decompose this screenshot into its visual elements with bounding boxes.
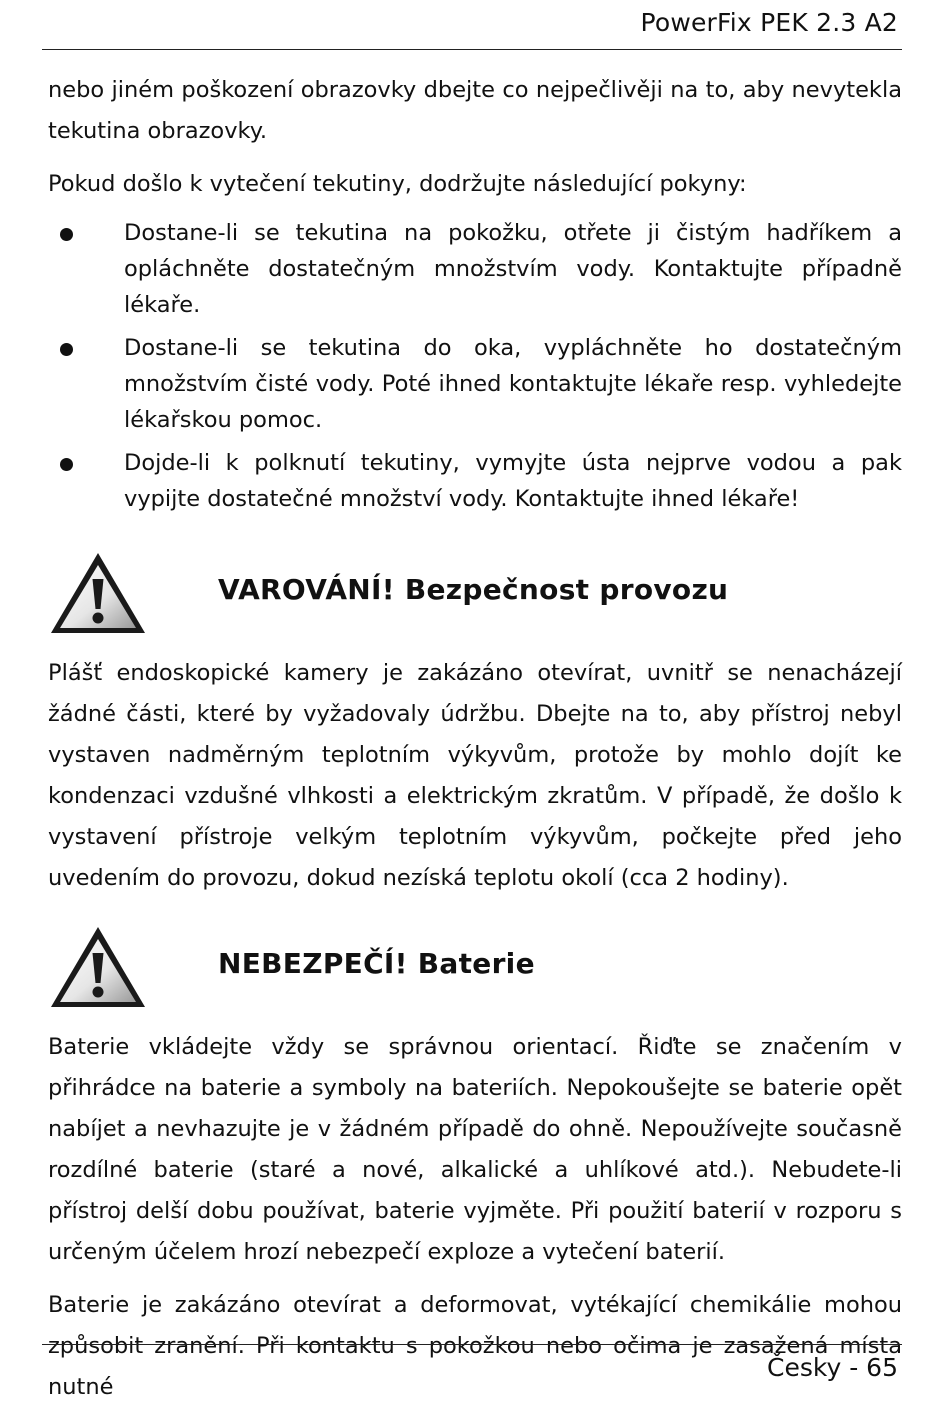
danger-batteries-text-1: Baterie vkládejte vždy se správnou orientací. Řiďte se značením v přihrádce na baterie a symboly na bateriích. Nepokoušejte se baterie opět nabíjet a nevhazujte je v žádném případě do ohně. Nepoužívejte současně rozdílné baterie (staré a nové, alkalické a uhlíkové atd.). Nebudete-li přístroj delší dobu používat, baterie vyjměte. Při použití baterií v rozporu s určeným účelem hrozí nebezpečí exploze a vytečení baterií. [48,1034,902,1265]
list-item-text: Dostane-li se tekutina do oka, vypláchněte ho dostatečným množstvím čisté vody. Poté ihned kontaktujte lékaře resp. vyhledejte lékařskou pomoc. [124,335,902,433]
page-footer-rule [42,1344,902,1346]
warning-triangle-icon [48,923,148,1011]
danger-heading: NEBEZPEČÍ! Baterie [218,947,535,980]
bullet-icon [60,343,73,356]
list-item [48,215,902,323]
list-item [48,330,902,438]
page-number: Česky - 65 [767,1353,898,1382]
page-content [48,70,902,1420]
instructions-list [48,215,902,517]
list-item [48,445,902,517]
list-item-text: Dojde-li k polknutí tekutiny, vymyjte ústa nejprve vodou a pak vypijte dostatečné množství vody. Kontaktujte ihned lékaře! [124,450,902,512]
intro-paragraph: nebo jiném poškození obrazovky dbejte co nejpečlivěji na to, aby nevytekla tekutina obrazovky. [48,77,902,144]
bullet-icon [60,228,73,241]
warning-operation-header [48,549,902,639]
danger-batteries-text-2: Baterie je zakázáno otevírat a deformovat, vytékající chemikálie mohou způsobit zranění. Při kontaktu s pokožkou nebo očima je zasažená místa nutné [48,1292,902,1400]
instructions-intro: Pokud došlo k vytečení tekutiny, dodržujte následující pokyny: [48,171,747,197]
warning-heading: VAROVÁNÍ! Bezpečnost provozu [218,573,729,606]
bullet-icon [60,458,73,471]
danger-batteries-header [48,923,902,1013]
page-header [42,6,902,50]
document-title: PowerFix PEK 2.3 A2 [640,8,898,37]
list-item-text: Dostane-li se tekutina na pokožku, otřete ji čistým hadříkem a opláchněte dostatečným množstvím vody. Kontaktujte případně lékaře. [124,220,902,318]
warning-operation-text: Plášť endoskopické kamery je zakázáno otevírat, uvnitř se nenacházejí žádné části, které by vyžadovaly údržbu. Dbejte na to, aby přístroj nebyl vystaven nadměrným teplotním výkyvům, protože by mohlo dojít ke kondenzaci vzdušné vlhkosti a elektrickým zkratům. V případě, že došlo k vystavení přístroje velkým teplotním výkyvům, počkejte před jeho uvedením do provozu, dokud nezíská teplotu okolí (cca 2 hodiny). [48,660,902,891]
warning-triangle-icon [48,549,148,637]
